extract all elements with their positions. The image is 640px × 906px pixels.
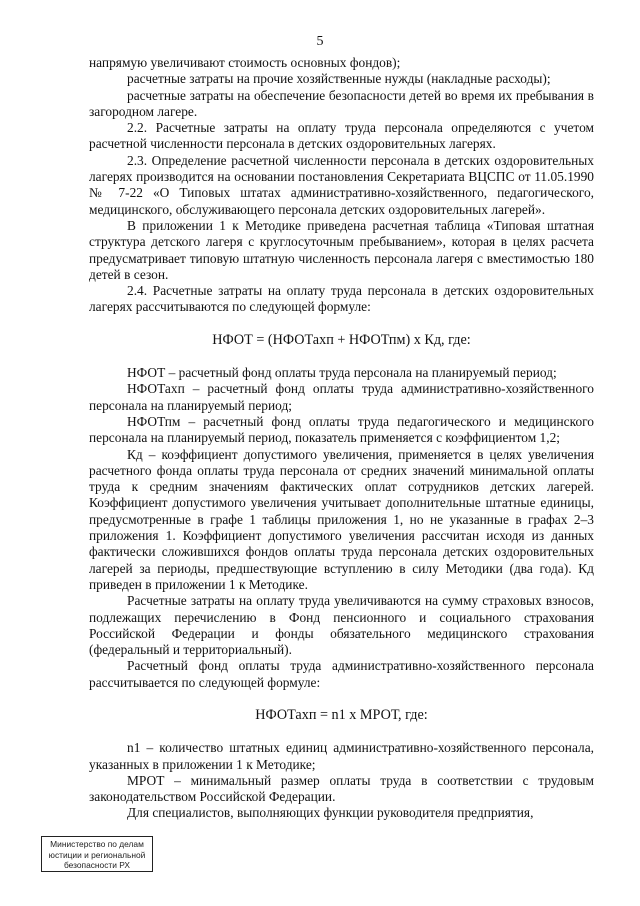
paragraph: 2.2. Расчетные затраты на оплату труда персонала определяются с учетом расчетной численности персонала в детских оздоровительных лагерях. [89, 120, 594, 152]
paragraph: n1 – количество штатных единиц административно-хозяйственного персонала, указанных в приложении 1 к Методике; [89, 740, 594, 772]
paragraph: 2.4. Расчетные затраты на оплату труда персонала в детских оздоровительных лагерях рассчитываются по следующей формуле: [89, 283, 594, 315]
paragraph: расчетные затраты на прочие хозяйственные нужды (накладные расходы); [127, 71, 551, 87]
formula-nfot-ahp: НФОТахп = n1 х МРОТ, где: [255, 706, 428, 723]
paragraph: расчетные затраты на обеспечение безопасности детей во время их пребывания в загородном лагере. [89, 87, 594, 119]
formula-nfot: НФОТ = (НФОТахп + НФОТпм) х Кд, где: [212, 331, 471, 348]
stamp-line: юстиции и региональной [48, 849, 146, 860]
paragraph: Расчетный фонд оплаты труда административно-хозяйственного персонала рассчитывается по следующей формуле: [89, 658, 594, 690]
paragraph: НФОТпм – расчетный фонд оплаты труда педагогического и медицинского персонала на планируемый период, показатель применяется с коэффициентом 1,2; [89, 413, 594, 446]
paragraph: НФОТ – расчетный фонд оплаты труда персонала на планируемый период; [127, 365, 557, 381]
page-number: 5 [316, 34, 324, 49]
paragraph: Расчетные затраты на оплату труда увеличиваются на сумму страховых взносов, подлежащих перечислению в Фонд пенсионного и социального страхования Российской Федерации и фонды обязательного медицинского страхования (федеральный и территориальный). [89, 593, 594, 658]
stamp-line: Министерство по делам [50, 839, 144, 849]
paragraph: МРОТ – минимальный размер оплаты труда в соответствии с трудовым законодательством Российской Федерации. [89, 772, 594, 805]
paragraph: Для специалистов, выполняющих функции руководителя предприятия, [127, 805, 534, 821]
paragraph: напрямую увеличивают стоимость основных фондов); [89, 55, 401, 70]
stamp-line: безопасности РХ [63, 860, 131, 871]
paragraph: В приложении 1 к Методике приведена расчетная таблица «Типовая штатная структура детского лагеря с круглосуточным пребыванием», которая в целях расчета предусматривает типовую штатную численность персонала лагеря с вместимостью 180 детей в сезон. [89, 217, 594, 282]
paragraph: Кд – коэффициент допустимого увеличения, применяется в целях увеличения расчетного фонда оплаты труда персонала от средних значений минимальной оплаты труда к средним значениям фактических оплат сотрудников детских лагерей. Коэффициент допустимого увеличения учитывает дополнительные штатные единицы, предусмотренные в графе 1 таблицы приложения 1, но не указанные в графах 2–3 приложения 1. Коэффициент допустимого увеличения рассчитан исходя из данных фактически сложившихся фондов оплаты труда персонала детских оздоровительных лагерей за периоды, предшествующие вступлению в силу Методики (два года). Кд приведен в приложении 1 к Методике. [89, 446, 594, 592]
ministry-stamp [41, 836, 153, 872]
paragraph: 2.3. Определение расчетной численности персонала в детских оздоровительных лагерях производится на основании постановления Секретариата ВЦСПС от 11.05.1990 № 7-22 «О Типовых штатах административно-хозяйственного, педагогического, медицинского, обслуживающего персонала детских оздоровительных лагерей». [89, 152, 594, 217]
paragraph: НФОТахп – расчетный фонд оплаты труда административно-хозяйственного персонала на планируемый период; [89, 381, 594, 413]
document-body [89, 55, 594, 822]
